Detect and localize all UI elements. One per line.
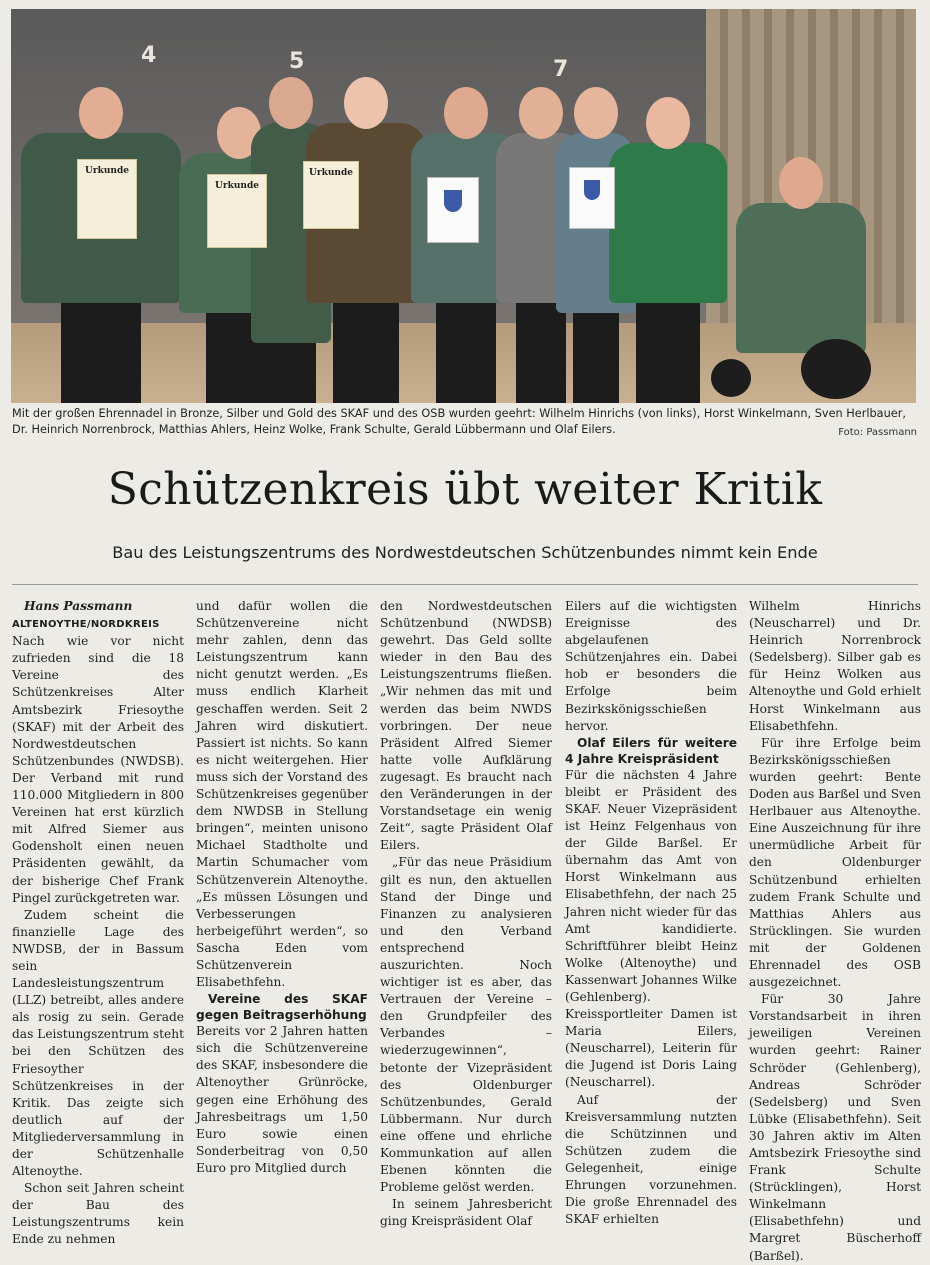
- article-paragraph: Schon seit Jahren scheint der Bau des Leistungszentrums kein Ende zu nehmen: [12, 1181, 184, 1247]
- certificate-title: Urkunde: [215, 181, 259, 191]
- article-paragraph: Auf der Kreisversammlung nutzten die Schützinnen und Schützen zudem die Gelegenheit, einige Ehrungen vorzunehmen. Die große Ehrennadel des SKAF erhielten: [565, 1092, 737, 1227]
- wheelchair-wheel: [801, 339, 871, 399]
- article-paragraph: den Nordwestdeutschen Schützenbund (NWDSB) gewehrt. Das Geld sollte wieder in den Bau des Leistungszentrums fließen. „Wir nehmen das mit und werden das beim NWDS vorbringen. Der neue Präsident Alfred Siemer hatte volle Aufklärung zugesagt. Es braucht nach den Veränderungen in der Vorstandsetage ein wenig Zeit“, sagte Präsident Olaf Eilers.: [380, 599, 552, 853]
- article-column-5: [749, 598, 921, 1265]
- room-number: 5: [289, 49, 305, 74]
- article-paragraph: Für ihre Erfolge beim Bezirkskönigsschießen wurden geehrt: Bente Doden aus Barßel und Sven Herlbauer aus Altenoythe. Eine Auszeichnung für ihre unermüdliche Arbeit für den Oldenburger Schützenbund erhielten zudem Frank Schulte und Matthias Ahlers aus Strücklingen. Sie wurden mit der Goldenen Ehrennadel des OSB ausgezeichnet.: [749, 735, 921, 990]
- author-byline: Hans Passmann: [24, 599, 133, 613]
- group-photo: [11, 9, 916, 403]
- article-paragraph: Für 30 Jahre Vorstandsarbeit in ihren jeweiligen Vereinen wurden geehrt: Rainer Schröder (Gehlenberg), Andreas Schröder (Sedelsberg) und Sven Lübke (Elisabethfehn). Seit 30 Jahren aktiv im Alten Amtsbezirk Friesoythe sind Frank Schulte (Strücklingen), Horst Winkelmann (Elisabethfehn) und Margret Büscherhoff (Barßel).: [749, 992, 921, 1263]
- article-column-4: [565, 598, 737, 1228]
- coat-of-arms-icon: [584, 180, 600, 200]
- photo-credit: Foto: Passmann: [838, 427, 917, 438]
- dateline: ALTENOYTHE/NORDKREIS: [12, 619, 160, 631]
- article-paragraph: Zudem scheint die finanzielle Lage des NWDSB, der in Bassum sein Landesleistungszentrum (LLZ) betreibt, alles andere als rosig zu sein. Gerade das Leistungszentrum steht bei den Schützen des Friesoyther Schützenkreises in der Kritik. Das zeigte sich deutlich auf der Mitgliederversammlung in der Schützenhalle Altenoythe.: [12, 907, 184, 1179]
- person-figure: [736, 157, 866, 353]
- certificate-title: Urkunde: [85, 166, 129, 176]
- article-paragraph: Eilers auf die wichtigsten Ereignisse des abgelaufenen Schützenjahres ein. Dabei hob er besonders die Erfolge beim Bezirkskönigsschießen hervor.: [565, 599, 737, 733]
- certificate: [569, 167, 615, 229]
- article-paragraph: und dafür wollen die Schützenvereine nicht mehr zahlen, denn das Leistungszentrum kann nicht genutzt werden. „Es muss endlich Klarheit geschaffen werden. Seit 2 Jahren wird diskutiert. Passiert ist nichts. So kann es nicht weitergehen. Hier muss sich der Vorstand des Schützenkreises gegenüber dem NWDSB in Stellung bringen“, meinten unisono Michael Stadtholte und Martin Schumacher vom Schützenverein Altenoythe. „Es müssen Lösungen und Verbesserungen herbeigeführt werden“, so Sascha Eden vom Schützenverein Elisabethfehn.: [196, 599, 368, 990]
- paragraph-text: Nach wie vor nicht zufrieden sind die 18 Vereine des Schützenkreises Alter Amtsbezirk Friesoythe (SKAF) mit der Arbeit des Nordwestdeutschen Schützenbundes (NWDSB). Der Verband mit rund 110.000 Mitgliedern in 800 Vereinen hat erst kürzlich mit Alfred Siemer aus Godensholt einen neuen Präsidenten gewählt, da der bisherige Chef Frank Pingel zurückgetreten war.: [12, 634, 184, 905]
- article-paragraph: In seinem Jahresbericht ging Kreispräsident Olaf: [380, 1197, 552, 1229]
- article-paragraph: „Für das neue Präsidium gilt es nun, den aktuellen Stand der Dinge und Finanzen zu analysieren und den Verband entsprechend auszurichten. Noch wichtiger ist es aber, das Vertrauen der Vereine – den Grundpfeiler des Verbandes – wiederzugewinnen“, betonte der Vizepräsident des Oldenburger Schützenbundes, Gerald Lübbermann. Nur durch eine offene und ehrliche Kommunkation auf allen Ebenen könnten die Probleme gelöst werden.: [380, 855, 552, 1195]
- room-number: 7: [553, 57, 569, 82]
- person-figure: [21, 87, 181, 403]
- person-figure: [609, 97, 727, 403]
- wheelchair-wheel: [711, 359, 751, 397]
- article-paragraph: Für die nächsten 4 Jahre bleibt er Präsident des SKAF. Neuer Vizepräsident ist Heinz Felgenhaus von der Gilde Barßel. Er übernahm das Amt von Horst Winkelmann aus Elisabethfehn, der nach 25 Jahren nicht wieder für das Amt kandidierte. Schriftführer bleibt Heinz Wolke (Altenoythe) und Kassenwart Johannes Wilke (Gehlenberg). Kreissportleiter Damen ist Maria Eilers, (Neuscharrel), Leiterin für die Jugend ist Doris Laing (Neuscharrel).: [565, 767, 737, 1090]
- subheadline: Bau des Leistungszentrums des Nordwestdeutschen Schützenbundes nimmt kein Ende: [112, 543, 818, 562]
- article-column-1: [12, 598, 184, 1249]
- headline: Schützenkreis übt weiter Kritik: [107, 464, 823, 515]
- article-paragraph: Wilhelm Hinrichs (Neuscharrel) und Dr. Heinrich Norrenbrock (Sedelsberg). Silber gab es für Heinz Wolken aus Altenoythe und Gold erhielt Horst Winkelmann aus Elisabethfehn.: [749, 599, 921, 733]
- person-figure: [306, 77, 426, 403]
- room-number: 4: [141, 43, 157, 68]
- photo-caption: Mit der großen Ehrennadel in Bronze, Silber und Gold des SKAF und des OSB wurden geehrt: Wilhelm Hinrichs (von links), Horst Winkelmann, Sven Herlbauer, Dr. Heinrich Norrenbrock, Matthias Ahlers, Heinz Wolke, Frank Schulte, Gerald Lübbermann und Olaf Eilers.: [12, 407, 906, 436]
- article-column-3: [380, 598, 552, 1230]
- certificate: [77, 159, 137, 239]
- divider: [12, 584, 918, 585]
- article-column-2: [196, 598, 368, 1177]
- article-paragraph: Bereits vor 2 Jahren hatten sich die Schützenvereine des SKAF, insbesondere die Altenoyther Grünröcke, gegen eine Erhöhung des Jahresbeitrags um 1,50 Euro sowie einen Sonderbeitrag von 0,50 Euro pro Mitglied durch: [196, 1024, 368, 1175]
- article-paragraph: [12, 615, 184, 907]
- certificate-title: Urkunde: [309, 168, 353, 178]
- section-subheading: Olaf Eilers für weitere 4 Jahre Kreispräsident: [565, 735, 737, 766]
- coat-of-arms-icon: [444, 190, 462, 212]
- certificate: [427, 177, 479, 243]
- section-subheading: Vereine des SKAF gegen Beitragserhöhung: [196, 992, 368, 1023]
- certificate: [303, 161, 359, 229]
- certificate: [207, 174, 267, 248]
